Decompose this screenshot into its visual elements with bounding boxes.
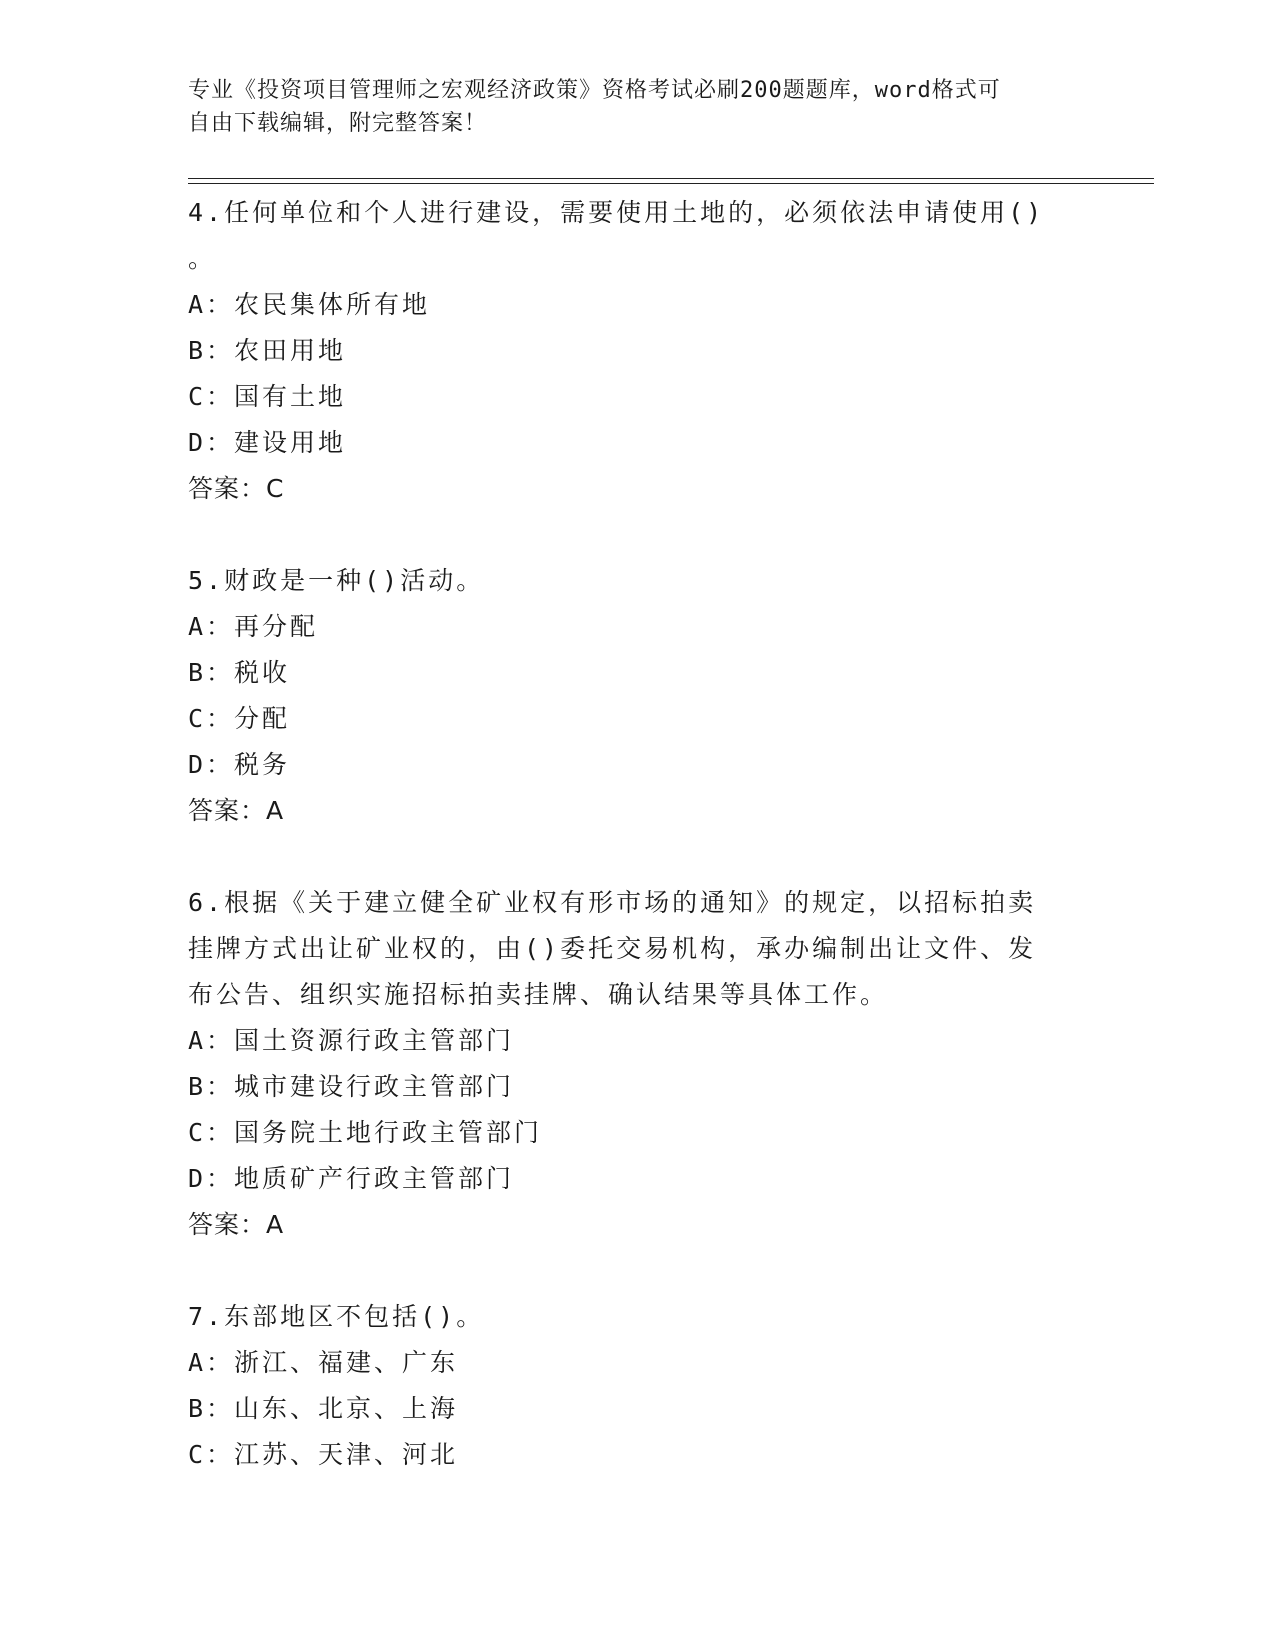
option-b: B：山东、北京、上海: [188, 1394, 459, 1423]
option-d: D：建设用地: [188, 428, 347, 457]
question-gap: [188, 834, 1068, 880]
answer-line: 答案：C: [188, 474, 285, 503]
option-c: C：江苏、天津、河北: [188, 1440, 459, 1469]
question-gap: [188, 512, 1068, 558]
option-a: A：国土资源行政主管部门: [188, 1026, 515, 1055]
option-d: D：税务: [188, 750, 291, 779]
option-c: C：国有土地: [188, 382, 347, 411]
question-stem-line: 5.财政是一种()活动。: [188, 566, 485, 595]
option-c: C：分配: [188, 704, 291, 733]
question-stem-line: 。: [188, 244, 217, 273]
question-stem-line: 布公告、组织实施招标拍卖挂牌、确认结果等具体工作。: [188, 980, 889, 1009]
option-a: A：农民集体所有地: [188, 290, 431, 319]
option-c: C：国务院土地行政主管部门: [188, 1118, 543, 1147]
question-6: [188, 880, 1068, 1248]
answer-line: 答案：A: [188, 796, 285, 825]
option-d: D：地质矿产行政主管部门: [188, 1164, 515, 1193]
header-divider-bottom: [188, 183, 1154, 184]
question-4: [188, 190, 1068, 512]
question-7: [188, 1294, 1068, 1478]
header-line-1: 专业《投资项目管理师之宏观经济政策》资格考试必刷200题题库，word格式可: [188, 78, 1001, 103]
document-header: [188, 74, 1068, 140]
question-stem-line: 挂牌方式出让矿业权的，由()委托交易机构，承办编制出让文件、发: [188, 934, 1037, 963]
option-a: A：浙江、福建、广东: [188, 1348, 459, 1377]
question-gap: [188, 1248, 1068, 1294]
question-stem-line: 4.任何单位和个人进行建设，需要使用土地的，必须依法申请使用(): [188, 198, 1045, 227]
option-b: B：农田用地: [188, 336, 347, 365]
header-line-2: 自由下载编辑，附完整答案！: [188, 111, 488, 136]
question-stem-line: 6.根据《关于建立健全矿业权有形市场的通知》的规定，以招标拍卖: [188, 888, 1037, 917]
option-b: B：城市建设行政主管部门: [188, 1072, 515, 1101]
answer-line: 答案：A: [188, 1210, 285, 1239]
question-stem-line: 7.东部地区不包括()。: [188, 1302, 485, 1331]
option-b: B：税收: [188, 658, 291, 687]
header-divider-top: [188, 178, 1154, 179]
question-5: [188, 558, 1068, 834]
question-list: [188, 190, 1068, 1478]
option-a: A：再分配: [188, 612, 319, 641]
